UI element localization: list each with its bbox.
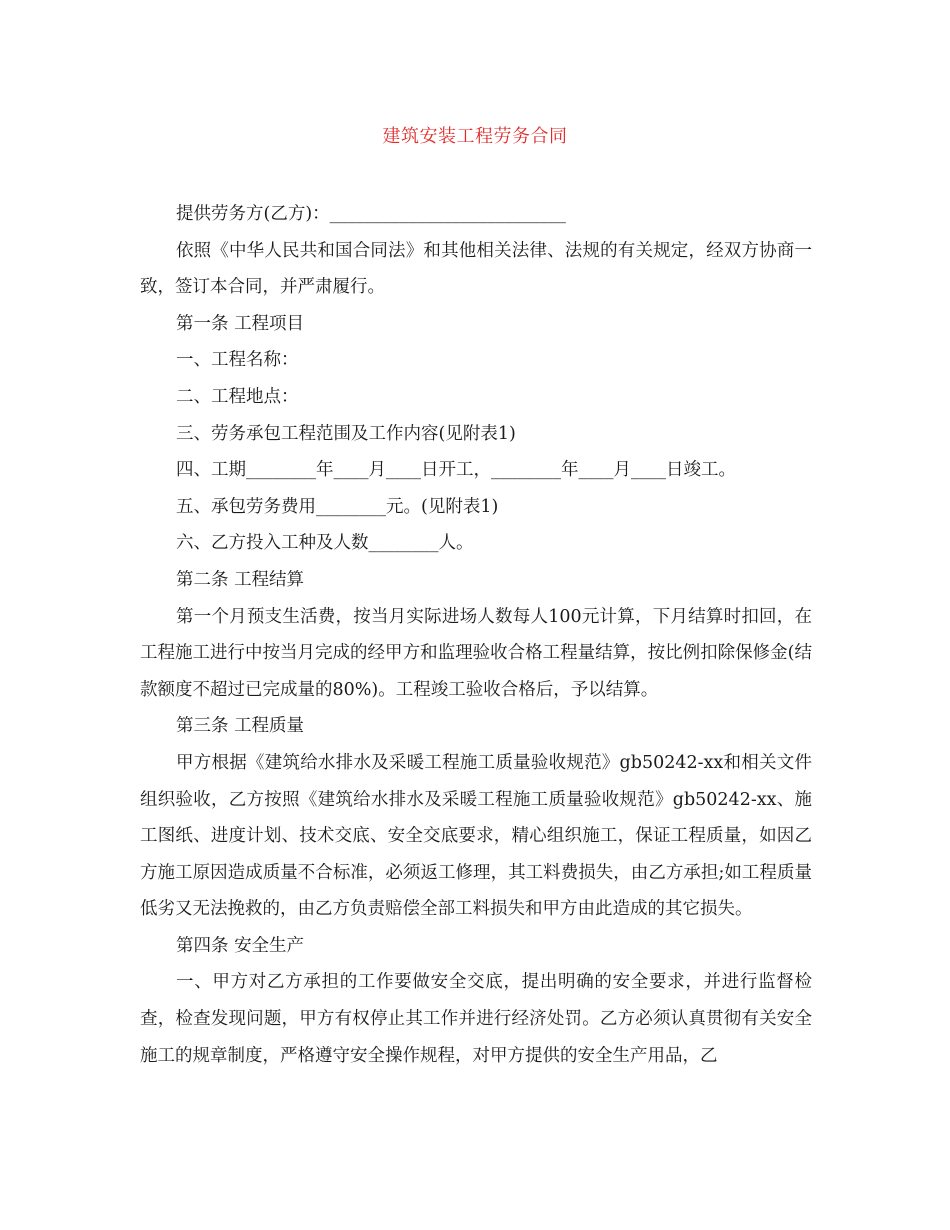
article-2-paragraph: 第一个月预支生活费，按当月实际进场人数每人100元计算，下月结算时扣回，在工程施工进行中按当月完成的经甲方和监理验收合格工程量结算，按比例扣除保修金(结款额度不超过已完成量的80%)。工程竣工验收合格后，予以结算。	[140, 606, 812, 700]
article-1-item-5: 五、承包劳务费用________元。(见附表1)	[176, 496, 499, 517]
preamble-paragraph: 依照《中华人民共和国合同法》和其他相关法律、法规的有关规定，经双方协商一致，签订本合同，并严肃履行。	[140, 240, 812, 298]
article-1-item-1: 一、工程名称：	[176, 350, 299, 371]
article-1-item-3: 三、劳务承包工程范围及工作内容(见附表1)	[176, 423, 516, 444]
article-1-item-4: 四、工期________年____月____日开工，________年____月____日竣工。	[176, 460, 736, 481]
party-b-line: 提供劳务方(乙方)：___________________________	[176, 204, 566, 224]
article-1-item-2: 二、工程地点：	[176, 386, 299, 407]
article-1-item-6: 六、乙方投入工种及人数________人。	[176, 533, 474, 554]
article-4-item-1: 一、甲方对乙方承担的工作要做安全交底，提出明确的安全要求，并进行监督检查，检查发现问题，甲方有权停止其工作并进行经济处罚。乙方必须认真贯彻有关安全施工的规章制度，严格遵守安全操作规程，对甲方提供的安全生产用品，乙	[140, 972, 812, 1066]
article-4-heading: 第四条 安全生产	[176, 935, 305, 956]
article-3-paragraph: 甲方根据《建筑给水排水及采暖工程施工质量验收规范》gb50242-xx和相关文件组织验收，乙方按照《建筑给水排水及采暖工程施工质量验收规范》gb50242-xx、施工图纸、进度计划、技术交底、安全交底要求，精心组织施工，保证工程质量，如因乙方施工原因造成质量不合标准，必须返工修理，其工料费损失，由乙方承担;如工程质量低劣又无法挽救的，由乙方负责赔偿全部工料损失和甲方由此造成的其它损失。	[140, 752, 812, 920]
article-2-heading: 第二条 工程结算	[176, 569, 305, 590]
document-body	[140, 196, 812, 1074]
document-title: 建筑安装工程劳务合同	[382, 126, 568, 147]
article-1-heading: 第一条 工程项目	[176, 313, 305, 334]
article-3-heading: 第三条 工程质量	[176, 716, 305, 737]
